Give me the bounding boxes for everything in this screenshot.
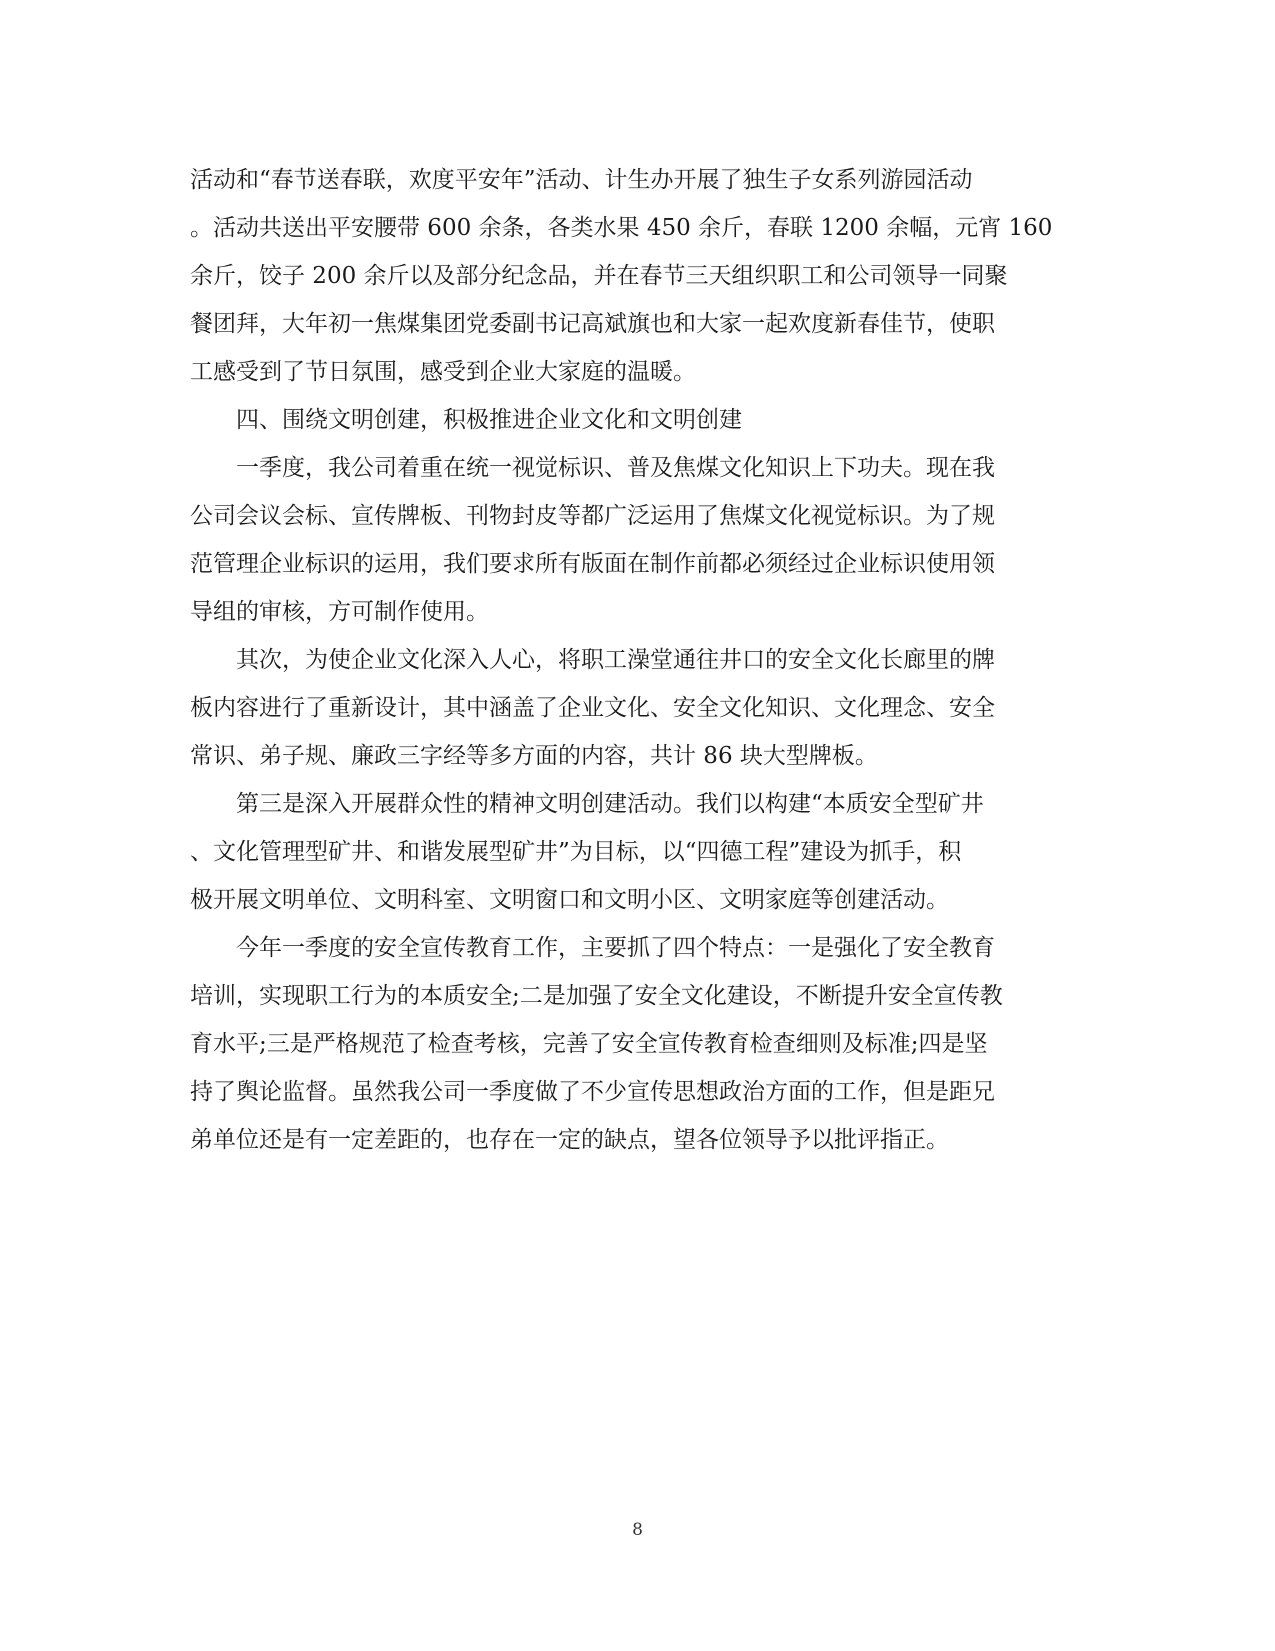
text-line: 一季度，我公司着重在统一视觉标识、普及焦煤文化知识上下功夫。现在我 <box>236 455 995 481</box>
text-line: 板内容进行了重新设计，其中涵盖了企业文化、安全文化知识、文化理念、安全 <box>190 695 995 721</box>
paragraph <box>190 156 1080 396</box>
text-line: 四、围绕文明创建，积极推进企业文化和文明创建 <box>236 407 742 433</box>
paragraph <box>190 780 1080 924</box>
paragraph <box>190 636 1080 780</box>
paragraph <box>190 924 1080 1164</box>
section-heading <box>190 396 1080 444</box>
text-line: 育水平;三是严格规范了检查考核，完善了安全宣传教育检查细则及标准;四是坚 <box>190 1031 988 1057</box>
text-line: 导组的审核，方可制作使用。 <box>190 599 489 625</box>
text-line: 持了舆论监督。虽然我公司一季度做了不少宣传思想政治方面的工作，但是距兄 <box>190 1079 995 1105</box>
paragraph <box>190 444 1080 636</box>
text-line: 第三是深入开展群众性的精神文明创建活动。我们以构建“本质安全型矿井 <box>236 791 984 817</box>
text-line: 。活动共送出平安腰带 600 余条，各类水果 450 余斤，春联 1200 余幅，元宵 160 <box>190 215 1053 241</box>
document-body <box>190 156 1080 1164</box>
text-line: 常识、弟子规、廉政三字经等多方面的内容，共计 86 块大型牌板。 <box>190 743 878 769</box>
text-line: 活动和“春节送春联，欢度平安年”活动、计生办开展了独生子女系列游园活动 <box>190 167 973 193</box>
text-line: 培训，实现职工行为的本质安全;二是加强了安全文化建设，不断提升安全宣传教 <box>190 983 1003 1009</box>
text-line: 余斤，饺子 200 余斤以及部分纪念品，并在春节三天组织职工和公司领导一同聚 <box>190 263 1008 289</box>
text-line: 其次，为使企业文化深入人心，将职工澡堂通往井口的安全文化长廊里的牌 <box>236 647 995 673</box>
text-line: 工感受到了节日氛围，感受到企业大家庭的温暖。 <box>190 359 696 385</box>
text-line: 弟单位还是有一定差距的，也存在一定的缺点，望各位领导予以批评指正。 <box>190 1127 949 1153</box>
text-line: 今年一季度的安全宣传教育工作，主要抓了四个特点：一是强化了安全教育 <box>236 935 995 961</box>
text-line: 、文化管理型矿井、和谐发展型矿井”为目标，以“四德工程”建设为抓手，积 <box>190 839 962 865</box>
text-line: 公司会议会标、宣传牌板、刊物封皮等都广泛运用了焦煤文化视觉标识。为了规 <box>190 503 995 529</box>
text-line: 餐团拜，大年初一焦煤集团党委副书记高斌旗也和大家一起欢度新春佳节，使职 <box>190 311 995 337</box>
text-line: 范管理企业标识的运用，我们要求所有版面在制作前都必须经过企业标识使用领 <box>190 551 995 577</box>
page-number: 8 <box>632 1520 643 1540</box>
text-line: 极开展文明单位、文明科室、文明窗口和文明小区、文明家庭等创建活动。 <box>190 887 949 913</box>
